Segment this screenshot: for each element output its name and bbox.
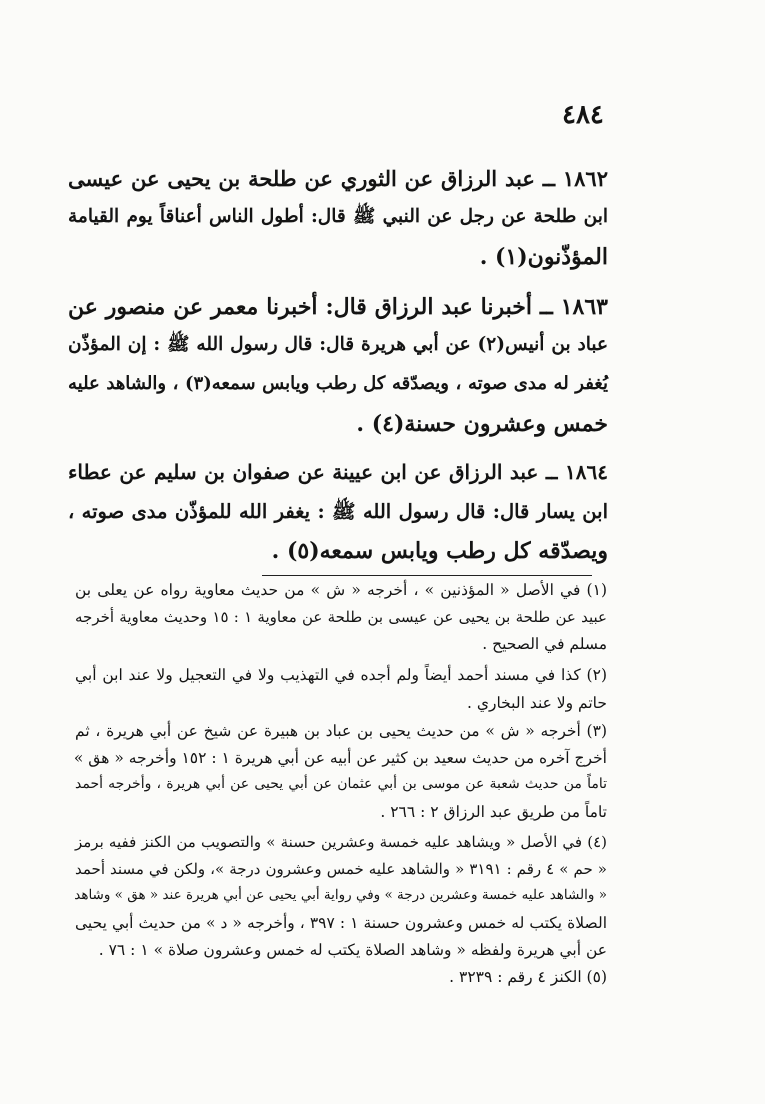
hadith-1862-line-3: المؤذّنون(١) . xyxy=(479,244,608,270)
footnote-1-line-3: مسلم في الصحيح . xyxy=(482,635,607,653)
footnote-3-line-3: تاماً من حديث شعبة عن موسى بن أبي عثمان عن أبي يحيى عن أبي هريرة ، وأخرجه أحمد xyxy=(75,776,607,792)
hadith-1862-line-2: ابن طلحة عن رجل عن النبي ﷺ قال: أطول الناس أعناقاً يوم القيامة xyxy=(68,206,608,227)
footnote-4-line-5: عن أبي هريرة ولفظه « وشاهد الصلاة يكتب له خمس وعشرون صلاة » ١ : ٧٦ . xyxy=(98,941,607,959)
hadith-1863-line-4: خمس وعشرون حسنة(٤) . xyxy=(356,411,608,437)
footnote-1-line-1: (١) في الأصل « المؤذنين » ، أخرجه « ش » من حديث معاوية رواه عن يعلى بن xyxy=(75,581,607,599)
hadith-1862-line-1: ١٨٦٢ ــ عبد الرزاق عن الثوري عن طلحة بن يحيى عن عيسى xyxy=(68,166,608,191)
footnote-4-line-3: « والشاهد عليه خمسة وعشرين درجة » وفي رواية أبي يحيى عن أبي هريرة عند « هق » وشاهد xyxy=(74,887,607,903)
hadith-1864-line-2: ابن يسار قال: قال رسول الله ﷺ : يغفر الله للمؤذّن مدى صوته ، xyxy=(68,500,608,523)
hadith-1863-line-3: يُغفر له مدى صوته ، ويصدّقه كل رطب ويابس سمعه(٣) ، والشاهد عليه xyxy=(68,373,609,394)
hadith-1864-line-3: ويصدّقه كل رطب ويابس سمعه(٥) . xyxy=(271,538,608,564)
footnote-5-line-1: (٥) الكنز ٤ رقم : ٣٢٣٩ . xyxy=(449,968,607,986)
footnote-2-line-2: حاتم ولا عند البخاري . xyxy=(466,694,607,712)
footnote-3-line-2: أخرج آخره من حديث سعيد بن كثير عن أبيه عن أبي هريرة ١ : ١٥٢ وأخرجه « هق » xyxy=(73,749,607,767)
footnote-1-line-2: عبيد عن طلحة بن يحيى عن عيسى بن طلحة عن معاوية ١ : ١٥ وحديث معاوية أخرجه xyxy=(75,608,607,626)
hadith-1863-line-2: عباد بن أنيس(٢) عن أبي هريرة قال: قال رسول الله ﷺ : إن المؤذّن xyxy=(68,334,608,355)
footnote-4-line-4: الصلاة يكتب له خمس وعشرون حسنة ١ : ٣٩٧ ، وأخرجه « د » من حديث أبي يحيى xyxy=(75,914,608,932)
footnote-4-line-2: « حم » ٤ رقم : ٣١٩١ « والشاهد عليه خمس وعشرون درجة »، ولكن في مسند أحمد xyxy=(75,860,607,878)
footnote-3-line-4: تاماً من طريق عبد الرزاق ٢ : ٢٦٦ . xyxy=(380,803,607,821)
page-number: ٤٨٤ xyxy=(562,100,604,130)
footnote-4-line-1: (٤) في الأصل « ويشاهد عليه خمسة وعشرين حسنة » والتصويب من الكنز ففيه برمز xyxy=(75,833,607,851)
hadith-1864-line-1: ١٨٦٤ ــ عبد الرزاق عن ابن عيينة عن صفوان بن سليم عن عطاء xyxy=(68,460,608,484)
footnote-2-line-1: (٢) كذا في مسند أحمد أيضاً ولم أجده في التهذيب ولا في التعجيل ولا عند ابن أبي xyxy=(75,666,607,684)
footnote-3-line-1: (٣) أخرجه « ش » من حديث يحيى بن عباد بن هبيرة عن شيخ عن أبي هريرة ، ثم xyxy=(75,722,607,740)
hadith-1863-line-1: ١٨٦٣ ــ أخبرنا عبد الرزاق قال: أخبرنا معمر عن منصور عن xyxy=(68,294,608,320)
footnote-divider xyxy=(262,575,592,576)
